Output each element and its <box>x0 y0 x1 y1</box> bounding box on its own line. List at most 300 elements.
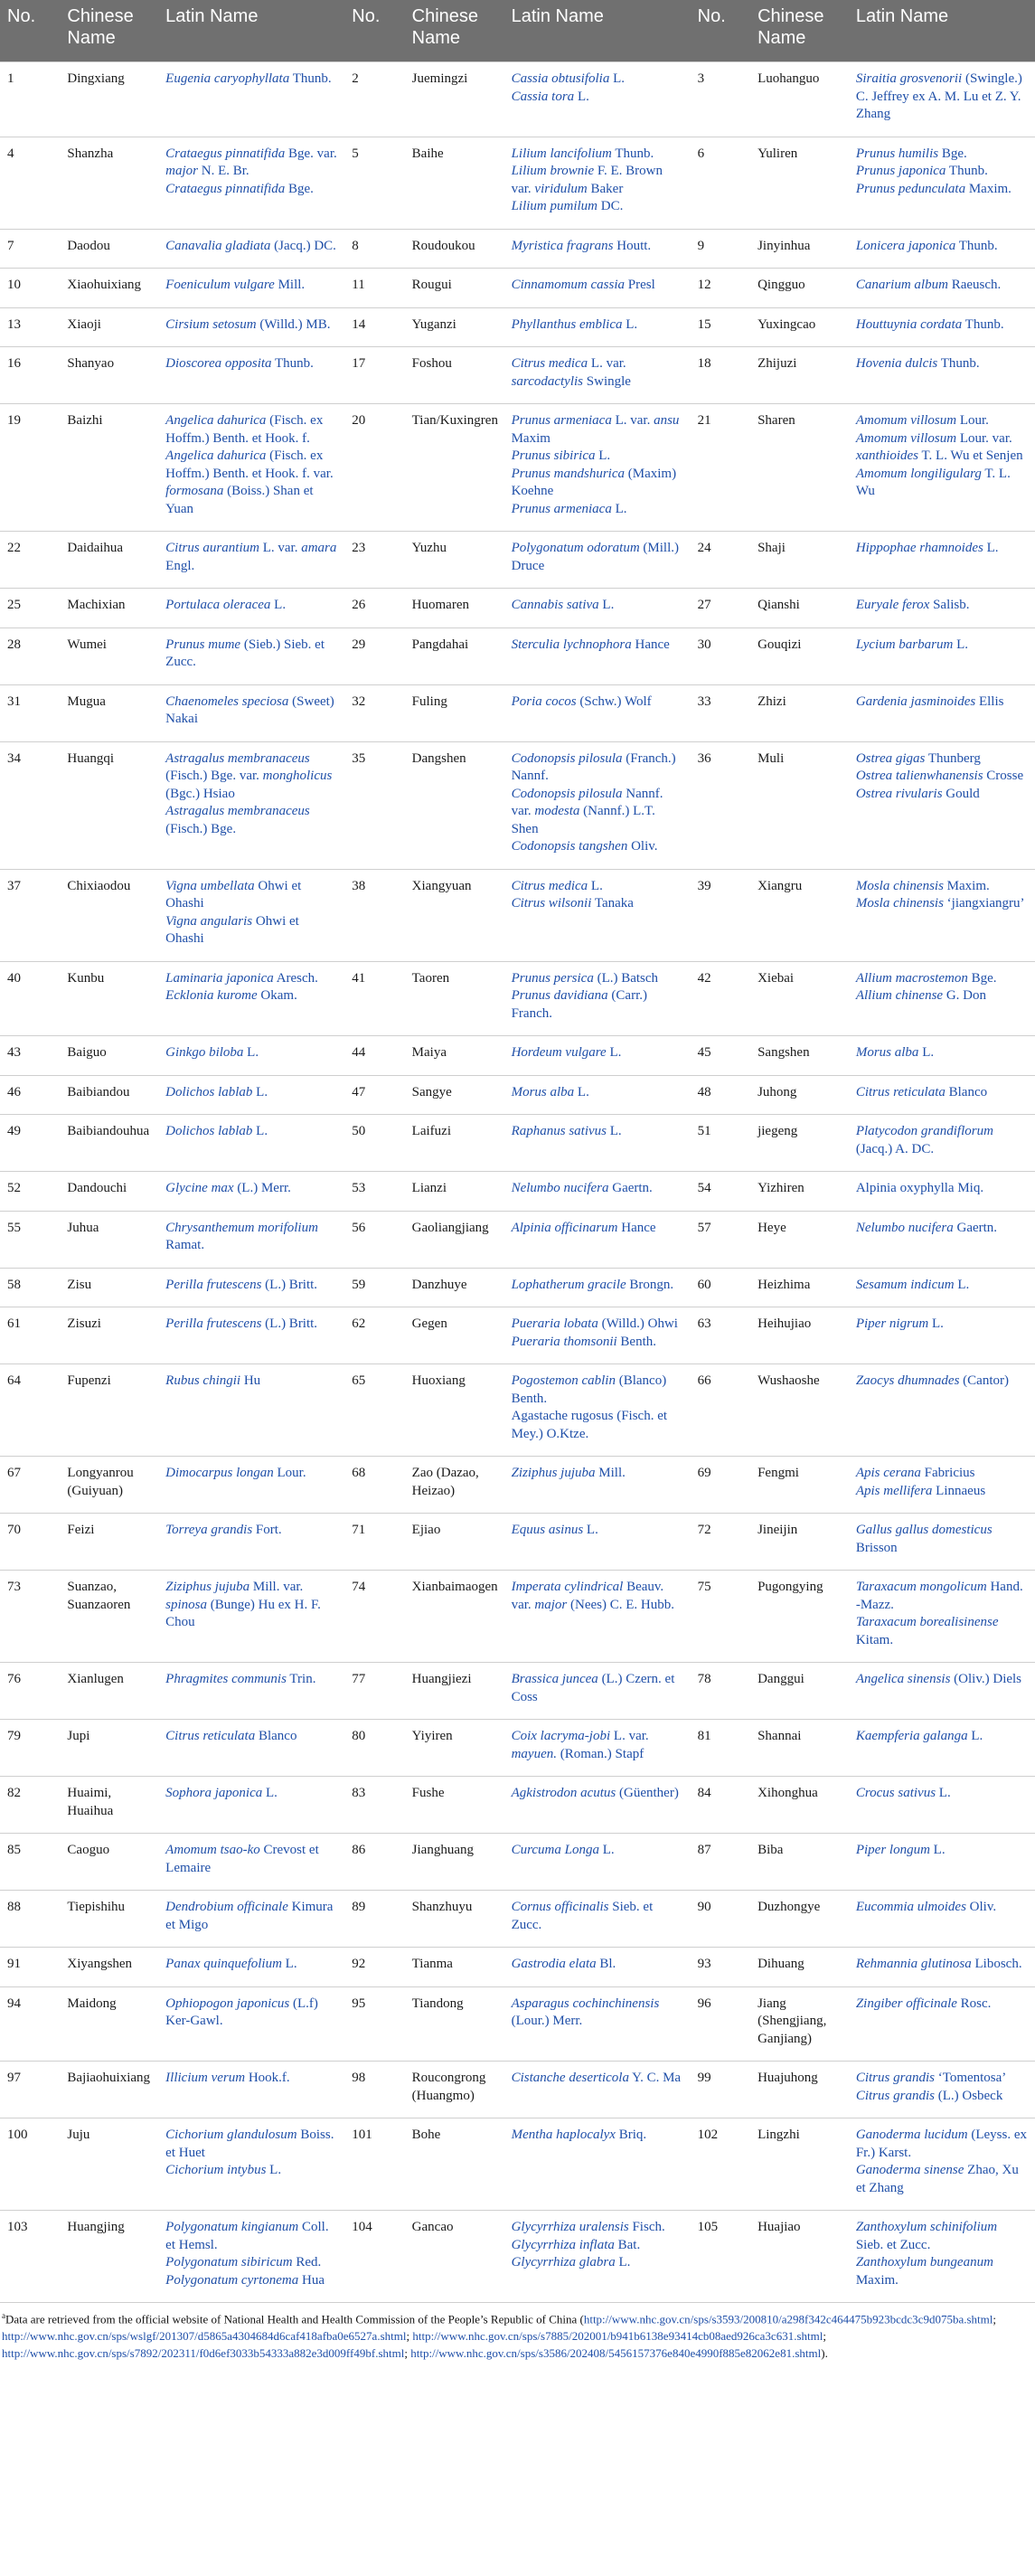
latin-name-line <box>165 803 337 838</box>
latin-name-italic: Eugenia caryophyllata <box>165 71 290 86</box>
latin-name-authority: L. <box>611 501 627 516</box>
chinese-name: Tiandong <box>405 1986 504 2062</box>
latin-name-cell <box>849 137 1035 229</box>
latin-name-authority: (L.) Merr. <box>233 1181 291 1195</box>
entry-number: 26 <box>344 589 404 628</box>
entry-number: 70 <box>0 1514 60 1571</box>
latin-name-line <box>512 466 683 501</box>
latin-name-cell <box>849 2062 1035 2118</box>
latin-name-authority: Ohwi et Ohashi <box>165 913 299 946</box>
chinese-name: Daodou <box>60 229 158 269</box>
latin-name-italic: Prunus humilis <box>855 146 939 161</box>
entry-number: 1 <box>0 62 60 137</box>
latin-name-authority: (Lour.) Merr. <box>511 2014 583 2028</box>
chinese-name: Shanzhuyu <box>405 1891 504 1948</box>
chinese-name: Ejiao <box>405 1514 504 1571</box>
latin-name-line <box>512 146 683 164</box>
latin-name-line <box>512 970 683 988</box>
latin-name-cell <box>158 1777 344 1834</box>
chinese-name: Duzhongye <box>750 1891 849 1948</box>
table-row <box>0 1948 1035 1987</box>
entry-number: 97 <box>0 2062 60 2118</box>
latin-name-line <box>512 71 683 89</box>
latin-name-authority: Kitam. <box>855 1632 894 1647</box>
latin-name-line <box>856 277 1028 295</box>
latin-name-authority: Maxim. <box>943 878 990 893</box>
latin-name-authority: Zhao, Xu et Zhang <box>855 2163 1019 2195</box>
latin-name-line <box>512 597 683 615</box>
entry-number: 100 <box>0 2118 60 2211</box>
entry-number: 54 <box>691 1172 750 1212</box>
latin-name-italic: Citrus grandis <box>855 2071 935 2085</box>
entry-number: 3 <box>691 62 750 137</box>
entry-number: 84 <box>691 1777 750 1834</box>
entry-number: 2 <box>344 62 404 137</box>
latin-name-line <box>856 181 1028 199</box>
chinese-name: Juemingzi <box>405 62 504 137</box>
latin-name-italic: Cichorium glandulosum <box>165 2128 297 2142</box>
latin-name-cell <box>158 2062 344 2118</box>
latin-name-line <box>856 1123 1028 1158</box>
latin-name-line <box>856 970 1028 988</box>
chinese-name: Gancao <box>405 2211 504 2303</box>
latin-name-authority: Baker <box>587 181 624 196</box>
latin-name-italic: ansu <box>654 413 680 428</box>
latin-name-authority: Lour. <box>956 413 989 428</box>
latin-name-line <box>165 1084 337 1102</box>
entry-number: 96 <box>691 1986 750 2062</box>
latin-name-authority: Briq. <box>615 2128 647 2142</box>
chinese-name: Zisu <box>60 1268 158 1307</box>
latin-name-authority: Mill. <box>595 1466 626 1480</box>
entry-number: 104 <box>344 2211 404 2303</box>
latin-name-italic: Chaenomeles speciosa <box>165 694 289 709</box>
latin-name-authority: Sieb. et Zucc. <box>511 1900 654 1932</box>
latin-name-line <box>512 2237 683 2255</box>
latin-name-line <box>165 448 337 518</box>
latin-name-line <box>165 1123 337 1141</box>
latin-name-italic: Prunus mandshurica <box>511 466 625 481</box>
entry-number: 40 <box>0 961 60 1036</box>
table-row <box>0 1514 1035 1571</box>
header-latin-name-3: Latin Name <box>849 0 1035 62</box>
chinese-name: Heihujiao <box>750 1307 849 1364</box>
latin-name-cell <box>504 1268 691 1307</box>
latin-name-line <box>856 163 1028 181</box>
latin-name-authority: Linnaeus <box>932 1483 986 1498</box>
latin-name-line <box>165 1842 337 1877</box>
latin-name-authority: Brisson <box>855 1540 898 1555</box>
latin-name-authority: Thunb. <box>611 146 654 161</box>
chinese-name: Fushe <box>405 1777 504 1834</box>
latin-name-cell <box>849 1307 1035 1364</box>
latin-name-italic: Pogostemon cablin <box>511 1373 616 1388</box>
latin-name-cell <box>849 1720 1035 1777</box>
header-no-1: No. <box>0 0 60 62</box>
chinese-name: Gouqizi <box>750 627 849 684</box>
latin-name-italic: Cassia tora <box>511 89 575 104</box>
entry-number: 20 <box>344 404 404 532</box>
latin-name-italic: Gardenia jasminoides <box>855 694 976 709</box>
header-chinese-name-2: Chinese Name <box>405 0 504 62</box>
footnote-closing: ). <box>821 2346 828 2361</box>
latin-name-cell <box>849 589 1035 628</box>
latin-name-cell <box>504 2211 691 2303</box>
table-row <box>0 2211 1035 2303</box>
latin-name-authority: F. E. Brown var. <box>511 164 663 196</box>
header-latin-name-2: Latin Name <box>504 0 691 62</box>
latin-name-line <box>512 694 683 712</box>
latin-name-authority: L. <box>622 316 638 332</box>
latin-name-line <box>856 1842 1028 1860</box>
table-row <box>0 2118 1035 2211</box>
latin-name-authority: (Carr.) Franch. <box>511 988 647 1021</box>
latin-name-line <box>856 878 1028 896</box>
chinese-name: Foshou <box>405 347 504 404</box>
entry-number: 14 <box>344 307 404 347</box>
latin-name-authority: L. <box>266 2163 282 2177</box>
entry-number: 47 <box>344 1075 404 1115</box>
table-row <box>0 1211 1035 1268</box>
latin-name-line <box>856 1044 1028 1062</box>
latin-name-line <box>512 1316 683 1334</box>
latin-name-authority: Swingle <box>583 373 631 389</box>
latin-name-authority: L. <box>262 1786 278 1800</box>
latin-name-italic: Perilla frutescens <box>165 1277 262 1292</box>
entry-number: 81 <box>691 1720 750 1777</box>
table-row <box>0 869 1035 961</box>
chinese-name: Huangqi <box>60 741 158 869</box>
latin-name-italic: Cassia obtusifolia <box>511 71 610 86</box>
latin-name-cell <box>158 1948 344 1987</box>
footnote-link[interactable]: http://www.nhc.gov.cn/sps/wslgf/201307/d5865a4304684d6caf418afba0e6527a.shtml <box>2 2329 407 2344</box>
entry-number: 79 <box>0 1720 60 1777</box>
latin-name-authority: Ohwi et Ohashi <box>165 878 302 911</box>
entry-number: 66 <box>691 1364 750 1457</box>
latin-name-italic: Pueraria thomsonii <box>511 1334 617 1349</box>
latin-name-line <box>165 1522 337 1540</box>
latin-name-cell <box>849 1268 1035 1307</box>
entry-number: 52 <box>0 1172 60 1212</box>
chinese-name: Baibiandou <box>60 1075 158 1115</box>
latin-name-cell <box>158 1571 344 1663</box>
latin-name-italic: Hovenia dulcis <box>855 356 938 371</box>
latin-name-cell <box>504 2062 691 2118</box>
latin-name-cell <box>504 1891 691 1948</box>
entry-number: 87 <box>691 1834 750 1891</box>
entry-number: 56 <box>344 1211 404 1268</box>
latin-name-cell <box>158 741 344 869</box>
chinese-name: Muli <box>750 741 849 869</box>
latin-name-cell <box>849 741 1035 869</box>
latin-name-italic: Houttuynia cordata <box>855 316 963 332</box>
entry-number: 33 <box>691 684 750 741</box>
latin-name-cell <box>504 1172 691 1212</box>
table-row <box>0 269 1035 308</box>
latin-name-line <box>512 1728 683 1763</box>
latin-name-authority: Salisb. <box>929 598 970 612</box>
latin-name-italic: Platycodon grandiflorum <box>855 1124 993 1138</box>
chinese-name: Tian/Kuxingren <box>405 404 504 532</box>
latin-name-authority: Blanco <box>255 1729 297 1743</box>
chinese-name: Heye <box>750 1211 849 1268</box>
table-footnote <box>0 2303 1035 2363</box>
latin-name-italic: Sterculia lychnophora <box>511 637 632 652</box>
latin-name-cell <box>849 869 1035 961</box>
latin-name-italic: Ecklonia kurome <box>165 988 258 1003</box>
latin-name-authority: Red. <box>292 2255 322 2269</box>
latin-name-line <box>512 1956 683 1974</box>
chinese-name: Xianlugen <box>60 1663 158 1720</box>
latin-name-line <box>512 878 683 896</box>
latin-name-line <box>856 2127 1028 2162</box>
latin-name-line <box>856 597 1028 615</box>
entry-number: 88 <box>0 1891 60 1948</box>
latin-name-cell <box>504 229 691 269</box>
chinese-name: Sharen <box>750 404 849 532</box>
footnote-text: Data are retrieved from the official website of National Health and Health Commission of the People’s Republic of China ( <box>5 2312 584 2326</box>
latin-name-authority: Lour. var. <box>956 430 1012 446</box>
latin-name-authority: Hook.f. <box>245 2071 290 2085</box>
chinese-name: Baizhi <box>60 404 158 532</box>
entry-number: 105 <box>691 2211 750 2303</box>
latin-name-italic: Vigna umbellata <box>165 878 255 893</box>
latin-name-cell <box>849 307 1035 347</box>
table-row <box>0 1777 1035 1834</box>
latin-name-italic: Lonicera japonica <box>855 238 956 253</box>
latin-name-line <box>512 277 683 295</box>
footnote-link[interactable]: http://www.nhc.gov.cn/sps/s3586/202408/5456157376e840e4990f885e82062e81.shtml <box>410 2346 822 2361</box>
entry-number: 31 <box>0 684 60 741</box>
latin-name-italic: Curcuma Longa <box>511 1843 599 1857</box>
latin-name-italic: major <box>165 164 199 178</box>
latin-name-italic: mongholicus <box>262 769 333 783</box>
latin-name-italic: Citrus reticulata <box>165 1729 256 1743</box>
chinese-name: Danggui <box>750 1663 849 1720</box>
latin-name-authority: L. <box>936 1786 951 1800</box>
entry-number: 89 <box>344 1891 404 1948</box>
latin-name-italic: Asparagus cochinchinensis <box>511 1996 660 2011</box>
latin-name-line <box>856 1785 1028 1803</box>
latin-name-cell <box>158 684 344 741</box>
latin-name-authority: L. <box>270 598 287 612</box>
footnote-separator: ; <box>406 2329 413 2344</box>
latin-name-authority: L. <box>598 1843 615 1857</box>
chinese-name: Dingxiang <box>60 62 158 137</box>
latin-name-cell <box>849 1891 1035 1948</box>
latin-name-italic: Cichorium intybus <box>165 2163 267 2177</box>
latin-name-italic: Phyllanthus emblica <box>511 316 623 332</box>
latin-name-italic: Chrysanthemum morifolium <box>165 1220 318 1235</box>
chinese-name: Zisuzi <box>60 1307 158 1364</box>
latin-name-authority: L. <box>609 71 626 86</box>
latin-name-cell <box>504 307 691 347</box>
table-row <box>0 307 1035 347</box>
latin-name-italic: Lycium barbarum <box>855 637 954 652</box>
chinese-name: Yuxingcao <box>750 307 849 347</box>
latin-name-line <box>512 1044 683 1062</box>
chinese-name: Xiaoji <box>60 307 158 347</box>
footnote-separator: ; <box>404 2346 411 2361</box>
latin-name-line <box>512 355 683 391</box>
chinese-name: Baihe <box>405 137 504 229</box>
table-row <box>0 62 1035 137</box>
entry-number: 99 <box>691 2062 750 2118</box>
latin-name-cell <box>504 269 691 308</box>
latin-name-cell <box>849 1777 1035 1834</box>
latin-name-italic: Euryale ferox <box>855 598 930 612</box>
latin-name-cell <box>504 1777 691 1834</box>
latin-name-authority: (L.f) Ker-Gawl. <box>165 1996 318 2028</box>
latin-name-authority: T. L. Wu <box>855 466 1011 498</box>
latin-name-authority: Engl. <box>165 558 195 573</box>
footnote-link[interactable]: http://www.nhc.gov.cn/sps/s3593/200810/a298f342c464475b923bcdc3c9d075ba.shtml <box>583 2312 993 2326</box>
chinese-name: Taoren <box>405 961 504 1036</box>
latin-name-line <box>512 1996 683 2031</box>
chinese-name: Zhizi <box>750 684 849 741</box>
latin-name-italic: Polygonatum sibiricum <box>165 2255 293 2269</box>
latin-name-italic: Dendrobium officinale <box>165 1900 288 1914</box>
latin-name-cell <box>849 1834 1035 1891</box>
latin-name-line <box>165 2254 337 2272</box>
latin-name-italic: Brassica juncea <box>511 1672 598 1686</box>
entry-number: 13 <box>0 307 60 347</box>
latin-name-authority: Tanaka <box>591 896 634 911</box>
latin-name-cell <box>849 62 1035 137</box>
latin-name-italic: Allium chinense <box>855 988 944 1003</box>
latin-name-cell <box>849 1211 1035 1268</box>
table-row <box>0 404 1035 532</box>
latin-name-line <box>165 2127 337 2162</box>
latin-name-italic: Amomum longiligularg <box>855 466 982 481</box>
latin-name-line <box>856 750 1028 769</box>
latin-name-authority: DC. <box>597 199 624 213</box>
footnote-link[interactable]: http://www.nhc.gov.cn/sps/s7892/202311/f0d6ef3033b54333a882e3d009ff49bf.shtml <box>2 2346 405 2361</box>
footnote-separator: ; <box>823 2329 826 2344</box>
entry-number: 60 <box>691 1268 750 1307</box>
entry-number: 10 <box>0 269 60 308</box>
latin-name-authority: (Mill.) Druce <box>511 541 679 573</box>
latin-name-line <box>856 1899 1028 1917</box>
entry-number: 55 <box>0 1211 60 1268</box>
entry-number: 38 <box>344 869 404 961</box>
latin-name-authority: Thunb. <box>289 71 332 86</box>
latin-name-cell <box>504 1307 691 1364</box>
latin-name-authority: Presl <box>625 278 655 292</box>
latin-name-italic: Poria cocos <box>511 694 577 709</box>
entry-number: 94 <box>0 1986 60 2062</box>
entry-number: 102 <box>691 2118 750 2211</box>
chinese-name: Luohanguo <box>750 62 849 137</box>
chinese-name: Juju <box>60 2118 158 2211</box>
entry-number: 34 <box>0 741 60 869</box>
latin-name-authority: (Franch.) Nannf. <box>511 750 676 783</box>
chinese-name: Xiebai <box>750 961 849 1036</box>
latin-name-cell <box>504 2118 691 2211</box>
latin-name-italic: Citrus aurantium <box>165 541 259 555</box>
footnote-link[interactable]: http://www.nhc.gov.cn/sps/s7885/202001/b941b6138e93414cb08aed926ca3c631.shtml <box>412 2329 823 2344</box>
latin-name-authority: Fort. <box>252 1523 282 1537</box>
table-row <box>0 2062 1035 2118</box>
latin-name-italic: Cinnamomum cassia <box>511 278 625 292</box>
latin-name-authority: (Roman.) Stapf <box>556 1746 645 1761</box>
chinese-name: Gaoliangjiang <box>405 1211 504 1268</box>
latin-name-authority: Oliv. <box>965 1900 997 1914</box>
latin-name-italic: Codonopsis pilosula <box>511 750 623 766</box>
latin-name-line <box>165 412 337 448</box>
chinese-name: jiegeng <box>750 1115 849 1172</box>
latin-name-line <box>856 1373 1028 1391</box>
chinese-name: Machixian <box>60 589 158 628</box>
latin-name-authority: L. <box>918 1045 935 1060</box>
chinese-name: Qianshi <box>750 589 849 628</box>
chinese-name: Huaimi, Huaihua <box>60 1777 158 1834</box>
latin-name-cell <box>504 961 691 1036</box>
entry-number: 69 <box>691 1457 750 1514</box>
table-row <box>0 741 1035 869</box>
entry-number: 61 <box>0 1307 60 1364</box>
latin-name-line <box>856 895 1028 913</box>
latin-name-authority: L. <box>252 1084 268 1099</box>
latin-name-italic: Raphanus sativus <box>511 1124 607 1138</box>
entry-number: 57 <box>691 1211 750 1268</box>
latin-name-cell <box>504 1115 691 1172</box>
chinese-name: Sangshen <box>750 1036 849 1076</box>
latin-name-italic: Rubus chingii <box>165 1373 241 1388</box>
latin-name-cell <box>504 1036 691 1076</box>
chinese-name: Xiaohuixiang <box>60 269 158 308</box>
latin-name-italic: Canarium album <box>855 278 948 292</box>
latin-name-line <box>856 540 1028 558</box>
latin-name-authority: Gould <box>942 786 980 801</box>
chinese-name: Tianma <box>405 1948 504 1987</box>
latin-name-line <box>856 694 1028 712</box>
latin-name-authority: Nannf. var. <box>511 786 663 818</box>
latin-name-italic: Siraitia grosvenorii <box>855 71 963 86</box>
latin-name-italic: Angelica dahurica <box>165 413 267 428</box>
latin-name-italic: Prunus mume <box>165 637 241 652</box>
table-row <box>0 137 1035 229</box>
latin-name-line <box>512 1522 683 1540</box>
latin-name-cell <box>158 2211 344 2303</box>
chinese-name: Huoxiang <box>405 1364 504 1457</box>
entry-number: 78 <box>691 1663 750 1720</box>
entry-number: 6 <box>691 137 750 229</box>
latin-name-line <box>856 1084 1028 1102</box>
entry-number: 11 <box>344 269 404 308</box>
latin-name-line <box>856 2070 1028 2088</box>
latin-name-authority: Beauv. var. <box>511 1580 664 1612</box>
chinese-name: Mugua <box>60 684 158 741</box>
entry-number: 44 <box>344 1036 404 1076</box>
entry-number: 90 <box>691 1891 750 1948</box>
entry-number: 22 <box>0 532 60 589</box>
latin-name-authority: Lour. <box>273 1466 306 1480</box>
latin-name-italic: Agkistrodon acutus <box>511 1786 616 1800</box>
latin-name-line <box>856 786 1028 804</box>
latin-name-cell <box>158 307 344 347</box>
chinese-name: Longyanrou (Guiyuan) <box>60 1457 158 1514</box>
entry-number: 8 <box>344 229 404 269</box>
entry-number: 95 <box>344 1986 404 2062</box>
latin-name-line <box>856 1579 1028 1614</box>
latin-name-authority: Okam. <box>257 988 297 1003</box>
chinese-name: Dangshen <box>405 741 504 869</box>
chinese-name: Shanyao <box>60 347 158 404</box>
latin-name-cell <box>158 1307 344 1364</box>
header-no-3: No. <box>691 0 750 62</box>
latin-name-authority: Thunb. <box>946 164 988 178</box>
